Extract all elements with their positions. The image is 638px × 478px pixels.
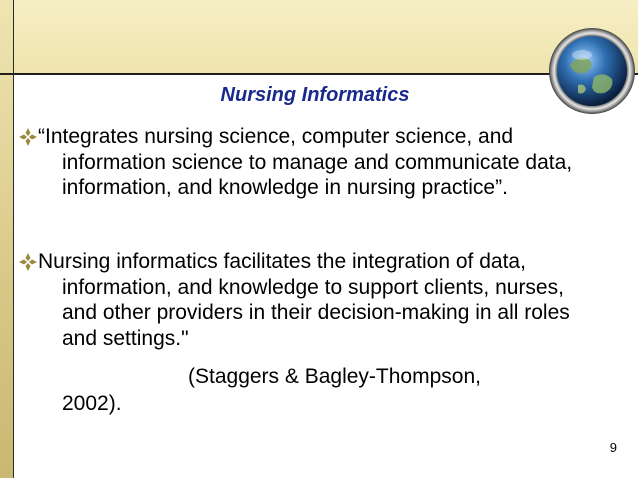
citation-line-1: (Staggers & Bagley-Thompson, (188, 365, 481, 388)
left-divider-line (13, 0, 14, 478)
top-divider-line (0, 73, 638, 75)
top-decorative-band (0, 0, 638, 74)
page-number: 9 (609, 440, 617, 455)
bullet-item (38, 249, 590, 351)
citation (62, 363, 582, 417)
diamond-bullet-icon (18, 127, 38, 147)
bullet-text: Nursing informatics facilitates the integration of data, information, and knowledge to support clients, nurses, and other providers in their decision-making in all roles and settings." (38, 250, 570, 350)
slide-title (0, 84, 638, 107)
bullet-item (38, 124, 590, 201)
left-decorative-band (0, 0, 14, 478)
bullet-text: “Integrates nursing science, computer science, and information science to manage and communicate data, information, and knowledge in nursing practice”. (38, 125, 573, 199)
slide-title-text: Nursing Informatics (220, 84, 410, 106)
citation-line-2: 2002). (62, 392, 122, 415)
diamond-bullet-icon (18, 252, 38, 272)
